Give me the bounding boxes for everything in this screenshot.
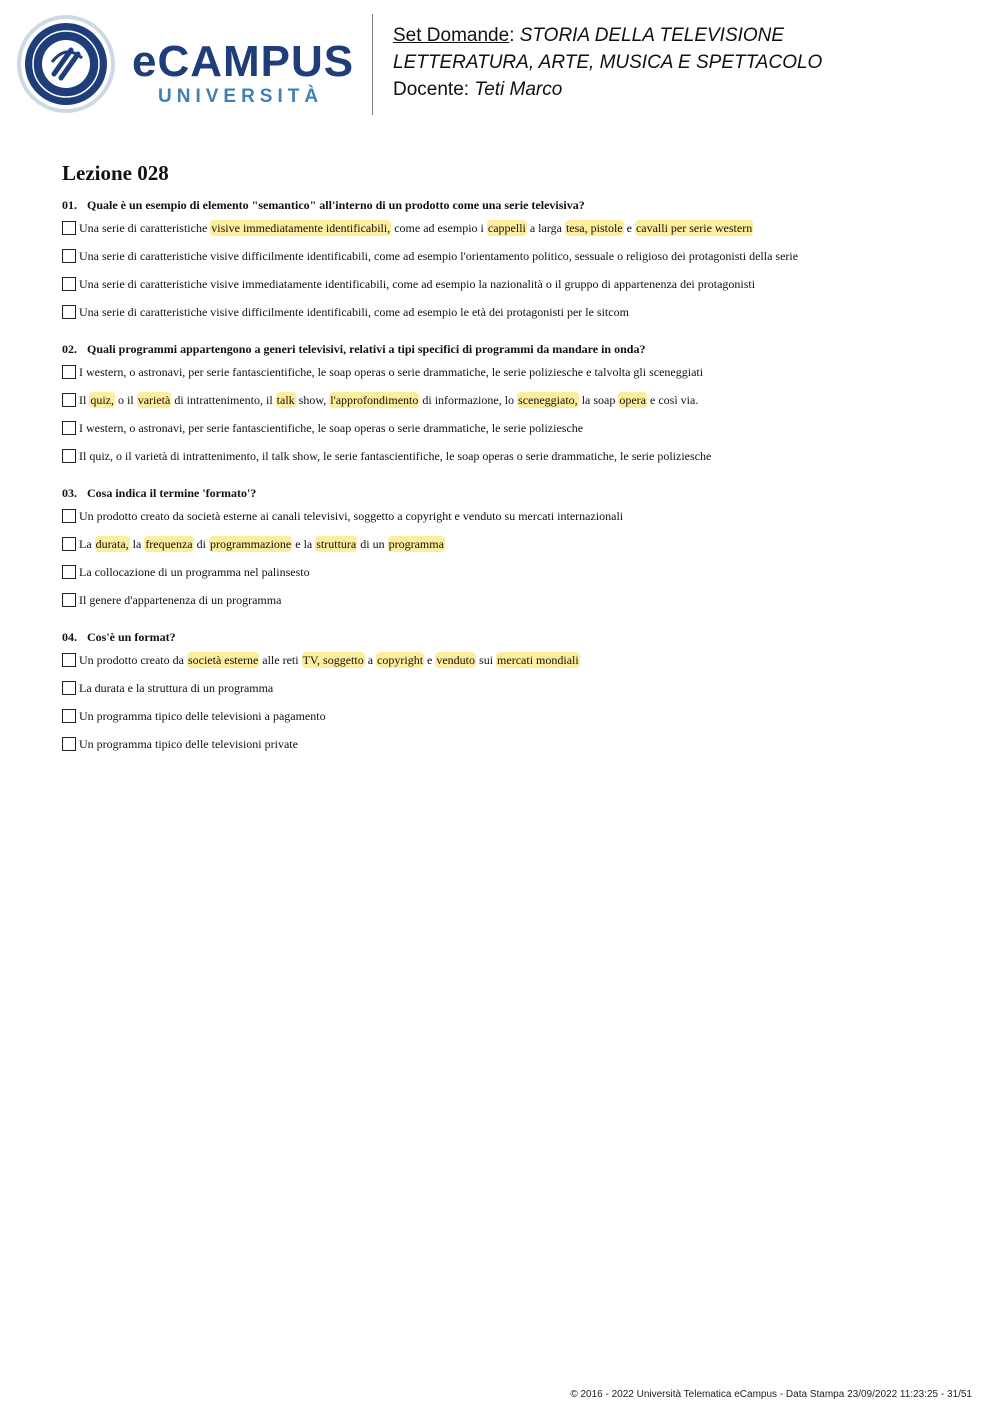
answer-option xyxy=(62,214,962,242)
answer-option xyxy=(62,730,962,758)
answer-option xyxy=(62,646,962,674)
highlighted-text: venduto xyxy=(436,652,476,667)
question-title xyxy=(62,340,962,358)
answer-text xyxy=(79,277,755,292)
answer-text xyxy=(79,509,623,524)
lesson-title: Lezione 028 xyxy=(62,161,169,185)
answer-checkbox[interactable] xyxy=(62,421,76,435)
question-title xyxy=(62,628,962,646)
answer-text-segment: Un programma tipico delle televisioni private xyxy=(79,736,298,751)
answer-text-segment: di xyxy=(193,536,209,551)
course-line-2 xyxy=(393,49,973,76)
answer-text-segment: I western, o astronavi, per serie fantascientifiche, le soap operas o serie drammatiche, le serie poliziesche e talvolta gli sceneggiati xyxy=(79,364,704,379)
question-block xyxy=(62,628,962,758)
answer-text-segment: come ad esempio i xyxy=(391,220,487,235)
answer-checkbox[interactable] xyxy=(62,393,76,407)
teacher-label: Docente: xyxy=(393,79,470,100)
answer-text-segment: Una serie di caratteristiche visive difficilmente identificabili, come ad esempio l'orientamento politico, sessuale o religioso dei protagonisti della serie xyxy=(79,248,799,263)
answer-text xyxy=(79,681,273,696)
answer-text-segment: e la xyxy=(292,536,316,551)
highlighted-text: società esterne xyxy=(187,652,259,667)
answer-text-segment: e xyxy=(424,652,436,667)
question-number: 03. xyxy=(62,486,77,500)
question-block xyxy=(62,484,962,614)
set-label: Set Domande xyxy=(393,25,510,46)
answer-text-segment: Il xyxy=(79,392,90,407)
answer-text-segment: Una serie di caratteristiche xyxy=(79,220,211,235)
answer-checkbox[interactable] xyxy=(62,277,76,291)
answer-text-segment: show, xyxy=(295,392,330,407)
highlighted-text: talk xyxy=(276,392,295,407)
question-number: 02. xyxy=(62,342,77,356)
answer-checkbox[interactable] xyxy=(62,221,76,235)
answer-checkbox[interactable] xyxy=(62,709,76,723)
answer-text xyxy=(79,709,326,724)
course-info xyxy=(393,22,973,103)
answer-text-segment: Un prodotto creato da xyxy=(79,652,187,667)
answer-option xyxy=(62,674,962,702)
answer-checkbox[interactable] xyxy=(62,653,76,667)
answer-option xyxy=(62,386,962,414)
answer-text-segment: a xyxy=(364,652,377,667)
answer-checkbox[interactable] xyxy=(62,509,76,523)
question-text: Quali programmi appartengono a generi televisivi, relativi a tipi specifici di programmi da mandare in onda? xyxy=(87,342,646,356)
answer-option xyxy=(62,442,962,470)
question-text: Cos'è un format? xyxy=(87,630,176,644)
highlighted-text: struttura xyxy=(316,536,357,551)
highlighted-text: copyright xyxy=(377,652,424,667)
answer-text-segment: Un programma tipico delle televisioni a pagamento xyxy=(79,708,326,723)
answer-option xyxy=(62,358,962,386)
answer-text xyxy=(79,449,711,464)
answer-text-segment: la soap xyxy=(578,392,619,407)
brand-name: eCAMPUS xyxy=(132,37,355,86)
answer-text-segment: sui xyxy=(476,652,497,667)
answer-text-segment: Il genere d'appartenenza di un programma xyxy=(79,592,282,607)
answer-option xyxy=(62,586,962,614)
highlighted-text: cappelli xyxy=(487,220,526,235)
answer-text-segment: a larga xyxy=(526,220,565,235)
answer-option xyxy=(62,242,962,270)
answer-checkbox[interactable] xyxy=(62,681,76,695)
answer-text xyxy=(79,393,698,408)
brand-wordmark xyxy=(132,37,357,110)
question-block xyxy=(62,196,962,326)
answer-text-segment: alle reti xyxy=(259,652,302,667)
question-title xyxy=(62,484,962,502)
highlighted-text: quiz, xyxy=(90,392,115,407)
answer-option xyxy=(62,502,962,530)
answer-checkbox[interactable] xyxy=(62,305,76,319)
answer-text xyxy=(79,365,703,380)
highlighted-text: programma xyxy=(388,536,444,551)
page-header xyxy=(0,0,1000,130)
answer-checkbox[interactable] xyxy=(62,365,76,379)
answer-text xyxy=(79,421,583,436)
question-block xyxy=(62,340,962,470)
answer-text-segment: o il xyxy=(115,392,137,407)
answer-checkbox[interactable] xyxy=(62,537,76,551)
answer-text-segment: di un xyxy=(357,536,388,551)
ecampus-seal-logo xyxy=(16,14,116,114)
answer-text xyxy=(79,653,580,668)
course-title-2: LETTERATURA, ARTE, MUSICA E SPETTACOLO xyxy=(393,52,823,73)
answer-text xyxy=(79,305,629,320)
highlighted-text: varietà xyxy=(137,392,171,407)
answer-text-segment: e così via. xyxy=(647,392,699,407)
answer-text xyxy=(79,249,798,264)
answer-text-segment: la xyxy=(129,536,145,551)
question-number: 01. xyxy=(62,198,77,212)
highlighted-text: frequenza xyxy=(145,536,193,551)
question-text: Quale è un esempio di elemento "semantico" all'interno di un prodotto come una serie televisiva? xyxy=(87,198,585,212)
answer-text-segment: La collocazione di un programma nel palinsesto xyxy=(79,564,310,579)
answer-text xyxy=(79,537,445,552)
highlighted-text: mercati mondiali xyxy=(497,652,579,667)
highlighted-text: cavalli per serie western xyxy=(635,220,753,235)
answer-checkbox[interactable] xyxy=(62,737,76,751)
question-number: 04. xyxy=(62,630,77,644)
highlighted-text: l'approfondimento xyxy=(330,392,419,407)
answer-checkbox[interactable] xyxy=(62,449,76,463)
header-divider xyxy=(372,14,373,115)
answer-text-segment: di informazione, lo xyxy=(419,392,518,407)
highlighted-text: visive immediatamente identificabili, xyxy=(211,220,391,235)
highlighted-text: opera xyxy=(619,392,646,407)
question-title xyxy=(62,196,962,214)
answer-option xyxy=(62,530,962,558)
answer-text-segment: I western, o astronavi, per serie fantascientifiche, le soap operas o serie drammatiche, le serie poliziesche xyxy=(79,420,584,435)
page-footer: © 2016 - 2022 Università Telematica eCampus - Data Stampa 23/09/2022 11:23:25 - 31/51 xyxy=(570,1389,972,1400)
course-line-1: Set Domande: STORIA DELLA TELEVISIONE xyxy=(393,25,785,46)
highlighted-text: programmazione xyxy=(209,536,292,551)
answer-checkbox[interactable] xyxy=(62,593,76,607)
answer-option xyxy=(62,702,962,730)
question-text: Cosa indica il termine 'formato'? xyxy=(87,486,257,500)
answer-option xyxy=(62,558,962,586)
answer-option xyxy=(62,414,962,442)
answer-text xyxy=(79,565,310,580)
answer-text-segment: Una serie di caratteristiche visive difficilmente identificabili, come ad esempio le età dei protagonisti per le sitcom xyxy=(79,304,629,319)
answer-text xyxy=(79,221,753,236)
answer-option xyxy=(62,298,962,326)
answer-text xyxy=(79,593,281,608)
answer-text-segment: Una serie di caratteristiche visive immediatamente identificabili, come ad esempio la nazionalità o il gruppo di appartenenza dei protagonisti xyxy=(79,276,756,291)
highlighted-text: sceneggiato, xyxy=(518,392,578,407)
highlighted-text: durata, xyxy=(95,536,129,551)
answer-checkbox[interactable] xyxy=(62,249,76,263)
teacher-line xyxy=(393,76,973,103)
answer-text-segment: La xyxy=(79,536,95,551)
answer-text-segment: di intrattenimento, il xyxy=(171,392,276,407)
question-list xyxy=(62,196,962,772)
answer-text-segment: La durata e la struttura di un programma xyxy=(79,680,274,695)
answer-text-segment: Un prodotto creato da società esterne ai canali televisivi, soggetto a copyright e venduto su mercati internazionali xyxy=(79,508,624,523)
course-title-1: STORIA DELLA TELEVISIONE xyxy=(519,25,785,46)
answer-text-segment: Il quiz, o il varietà di intrattenimento, il talk show, le serie fantascientifiche, le soap operas o serie drammatiche, le serie poliziesche xyxy=(79,448,712,463)
highlighted-text: tesa, pistole xyxy=(565,220,623,235)
teacher-name: Teti Marco xyxy=(474,79,563,100)
answer-text xyxy=(79,737,298,752)
answer-checkbox[interactable] xyxy=(62,565,76,579)
highlighted-text: TV, soggetto xyxy=(302,652,364,667)
brand-subtitle: UNIVERSITÀ xyxy=(158,86,324,107)
answer-option xyxy=(62,270,962,298)
answer-text-segment: e xyxy=(623,220,635,235)
